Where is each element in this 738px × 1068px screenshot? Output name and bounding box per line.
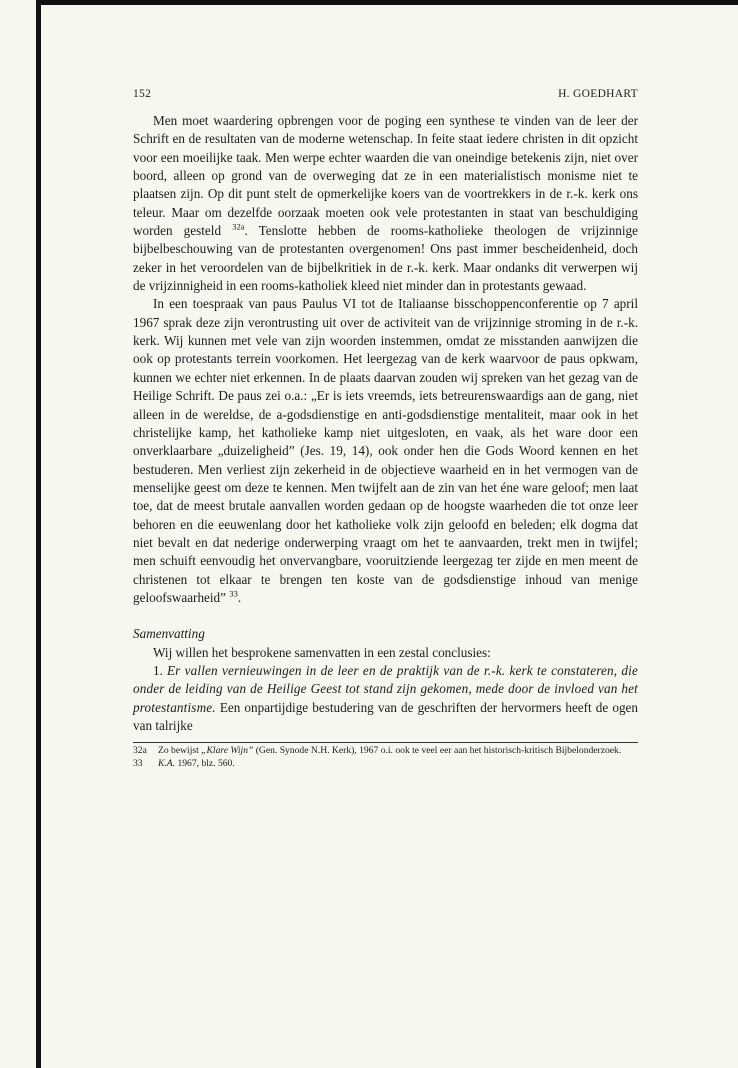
paragraph-1 — [133, 112, 638, 295]
footnote-mark: 33 — [133, 757, 143, 769]
footnote-text-rest: (Gen. Synode N.H. Kerk), 1967 o.i. ook te veel eer aan het historisch-kritisch Bijbelonderzoek. — [253, 745, 622, 757]
footnote-32a — [133, 745, 638, 757]
conclusion-1-italic: Er vallen vernieuwingen in de leer en de praktijk van de r.-k. kerk te constateren, die onder de leiding van de Heilige Geest tot stand zijn gekomen, mede door de invloed van het protestantisme. — [133, 662, 638, 715]
conclusion-1 — [133, 662, 638, 735]
paragraph-1-text: Men moet waardering opbrengen voor de poging een synthese te vinden van de leer der Schrift en de resultaten van de moderne wetenschap. In feite staat iedere christen in dit opzicht voor een moeilijke taak. Men werpe echter waarden die van oneindige betekenis zijn, niet over boord, alleen op grond van de overweging dat ze in een materialistisch monisme niet te plaatsen zijn. Op dit punt stelt de opmerkelijke koers van de voortrekkers in de r.-k. kerk ons teleur. Maar om dezelfde oorzaak moeten ook vele protestanten in staat van beschuldiging worden gesteld — [133, 113, 638, 239]
footnote-text-rest: 1967, blz. 560. — [175, 757, 235, 769]
paragraph-2-end: . — [237, 589, 242, 605]
scan-border-left — [36, 0, 41, 1068]
footnote-text: Zo bewijst — [158, 745, 202, 757]
page-number: 152 — [133, 88, 152, 100]
running-title: H. GOEDHART — [558, 88, 638, 100]
conclusion-1-rest: Een onpartijdige bestudering van de geschriften der hervormers heeft de ogen van talrijke — [133, 699, 638, 733]
footnote-mark: 32a — [133, 745, 147, 757]
body-text — [133, 112, 638, 735]
footnote-title: „Klare Wijn” — [201, 745, 254, 757]
paragraph-2-text: In een toespraak van paus Paulus VI tot de Italiaanse bisschoppenconferentie op 7 april 1967 sprak deze zijn verontrusting uit over de activiteit van de vrijzinnige stroming in de r.-k. kerk. Wij kunnen met vele van zijn woorden instemmen, omdat ze misstanden aanwijzen die ook op protestants terrein voorkomen. Het leergezag van de kerk waarvoor de paus opkwam, kunnen we echter niet erkennen. In de plaats daarvan zouden wij spreken van het gezag van de Heilige Schrift. De paus zei o.a.: „Er is iets vreemds, iets betreurenswaardigs aan de gang, niet alleen in de wereldse, de a-godsdienstige en anti-godsdienstige mentaliteit, maar ook in het christelijke kamp, het katholieke kamp niet uitgesloten, en vaak, als het ware door een onverklaarbare „duizeligheid” (Jes. 19, 14), ook onder hen die Gods Woord kennen en het bestuderen. Men verliest zijn zekerheid in de objectieve waarheid en in het vermogen van de menselijke geest om deze te kennen. Men twijfelt aan de zin van het éne ware geloof; men laat toe, dat de meest brutale aanvallen worden gedaan op de hoogste waarheden die tot onze leer behoren en die eeuwenlang door het katholieke volk zijn geloofd en beleden; elk dogma dat niet bevalt en dat nederige onderwerping vraagt om het te aanvaarden, trekt men in twijfel; men schuift eenvoudig het onvervangbare, vooruitziende leergezag ter zijde en men meent de christenen tot elkaar te brengen ten koste van de godsdienstige inhoud van menige geloofswaarheid” — [133, 296, 638, 605]
paragraph-2 — [133, 295, 638, 607]
conclusion-1-number: 1. — [153, 662, 163, 678]
book-page — [133, 88, 638, 770]
footnote-ref-32a: 32a — [232, 221, 245, 232]
running-header — [133, 88, 638, 100]
footnote-separator — [133, 742, 638, 743]
footnote-title: K.A. — [158, 757, 176, 769]
footnotes — [133, 745, 638, 770]
paragraph-1-continued: . Tenslotte hebben de rooms-katholieke theologen de vrijzinnige bijbelbeschouwing van de protestanten overgenomen! Ons past immer bescheidenheid, doch zeker in het veroordelen van de bijbelkritiek in de r.-k. kerk. Maar ondanks dit verwerpen wij de vrijzinnigheid in een rooms-katholiek kleed niet minder dan in protestants gewaad. — [133, 223, 639, 294]
section-intro: Wij willen het besprokene samenvatten in een zestal conclusies: — [153, 644, 491, 660]
section-heading: Samenvatting — [133, 626, 205, 642]
footnote-33 — [133, 758, 638, 770]
scan-border-top — [36, 0, 738, 5]
footnote-ref-33: 33 — [229, 588, 238, 599]
